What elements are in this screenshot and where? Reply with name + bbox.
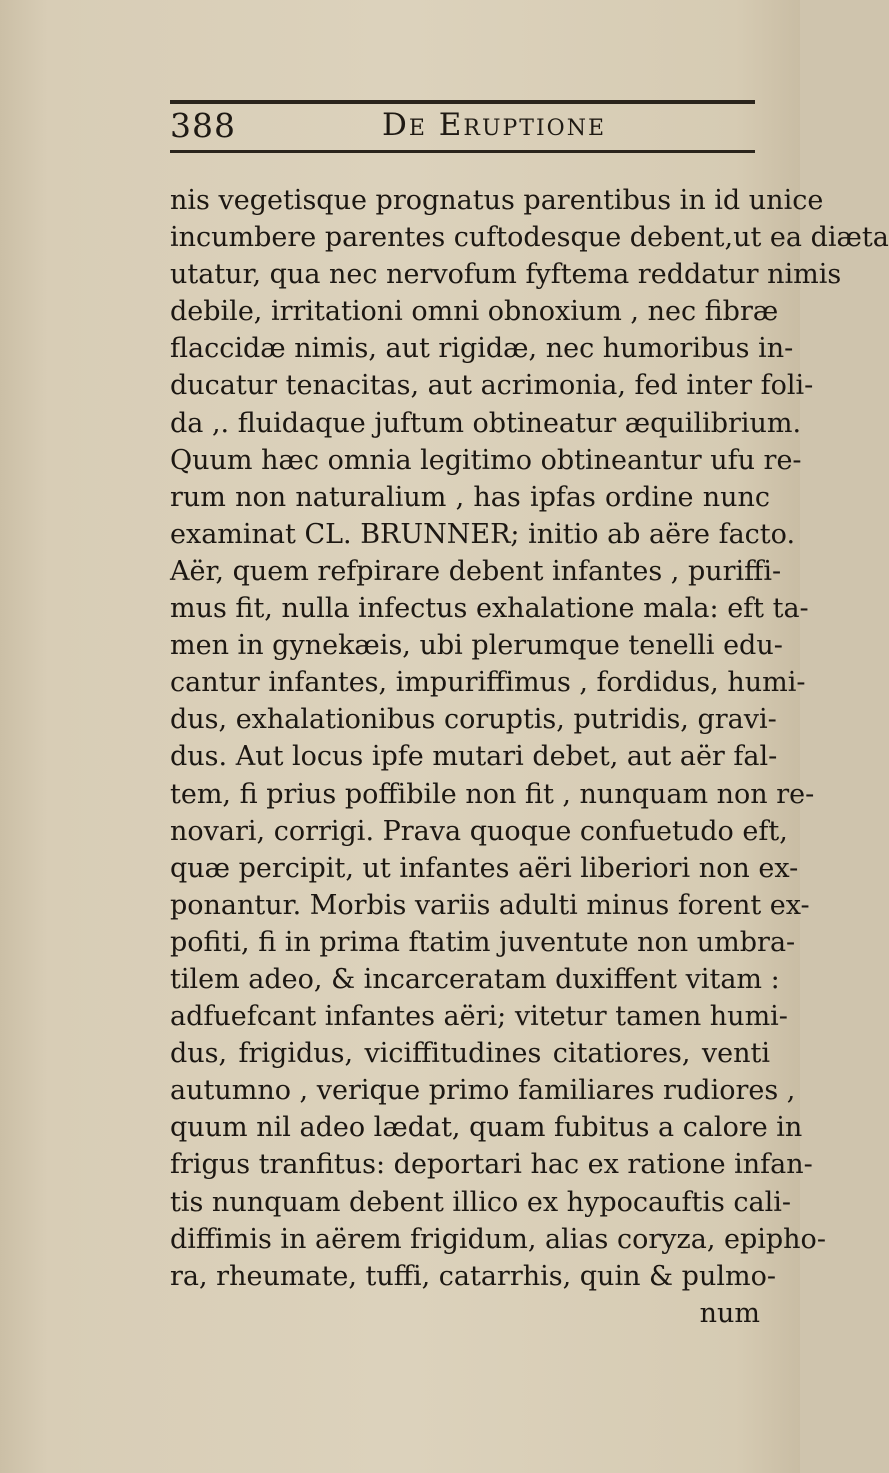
text-line: quum nil adeo lædat, quam fubitus a calore in — [170, 1112, 803, 1144]
text-line: da ,. fluidaque juftum obtineatur æquilibrium. — [170, 407, 802, 439]
text-line: Quum hæc omnia legitimo obtineantur ufu re- — [170, 444, 802, 476]
text-line: pofiti, fi in prima ftatim juventute non umbra- — [170, 926, 796, 958]
catchword: num — [699, 1297, 760, 1329]
header-rule-top — [170, 100, 755, 104]
page-number: 388 — [170, 106, 236, 145]
text-line: cantur infantes, impuriffimus , fordidus, humi- — [170, 667, 806, 699]
text-line: novari, corrigi. Prava quoque confuetudo eft, — [170, 815, 788, 847]
header-rule-bottom — [170, 150, 755, 153]
text-line: mus fit, nulla infectus exhalatione mala: eft ta- — [170, 593, 809, 625]
text-line: tem, fi prius poffibile non fit , nunquam non re- — [170, 778, 815, 810]
text-line: tis nunquam debent illico ex hypocauftis cali- — [170, 1186, 791, 1218]
text-line: nis vegetisque prognatus parentibus in id unice — [170, 185, 824, 216]
text-line: ra, rheumate, tuffi, catarrhis, quin & pulmo- — [170, 1260, 776, 1292]
text-line: men in gynekæis, ubi plerumque tenelli edu- — [170, 630, 783, 662]
text-line: dus, frigidus, viciffitudines citatiores, venti — [170, 1038, 770, 1070]
text-line: rum non naturalium , has ipfas ordine nunc — [170, 481, 770, 513]
text-line: flaccidæ nimis, aut rigidæ, nec humoribus in- — [170, 333, 794, 365]
text-line: autumno , verique primo familiares rudiores , — [170, 1075, 796, 1107]
text-line: utatur, qua nec nervofum fyftema reddatur nimis — [170, 259, 842, 291]
text-line: tilem adeo, & incarceratam duxiffent vitam : — [170, 963, 780, 995]
text-line: ducatur tenacitas, aut acrimonia, fed inter foli- — [170, 370, 814, 402]
text-line: ponantur. Morbis variis adulti minus forent ex- — [170, 889, 810, 921]
running-head: De Eruptione — [382, 107, 607, 143]
text-line: examinat CL. BRUNNER; initio ab aëre facto. — [170, 518, 796, 550]
body-text — [170, 182, 889, 1332]
text-line: diffimis in aërem frigidum, alias coryza, epipho- — [170, 1223, 826, 1255]
text-line: frigus tranfitus: deportari hac ex ratione infan- — [170, 1149, 813, 1181]
text-line: debile, irritationi omni obnoxium , nec fibræ — [170, 296, 779, 328]
text-line: Aër, quem refpirare debent infantes , puriffi- — [170, 555, 782, 587]
text-line: quæ percipit, ut infantes aëri liberiori non ex- — [170, 852, 799, 884]
text-line: incumbere parentes cuftodesque debent,ut ea diæta — [170, 222, 889, 254]
text-line: dus, exhalationibus coruptis, putridis, gravi- — [170, 704, 777, 736]
text-line: dus. Aut locus ipfe mutari debet, aut aër fal- — [170, 741, 778, 773]
text-line: adfuefcant infantes aëri; vitetur tamen humi- — [170, 1001, 788, 1033]
